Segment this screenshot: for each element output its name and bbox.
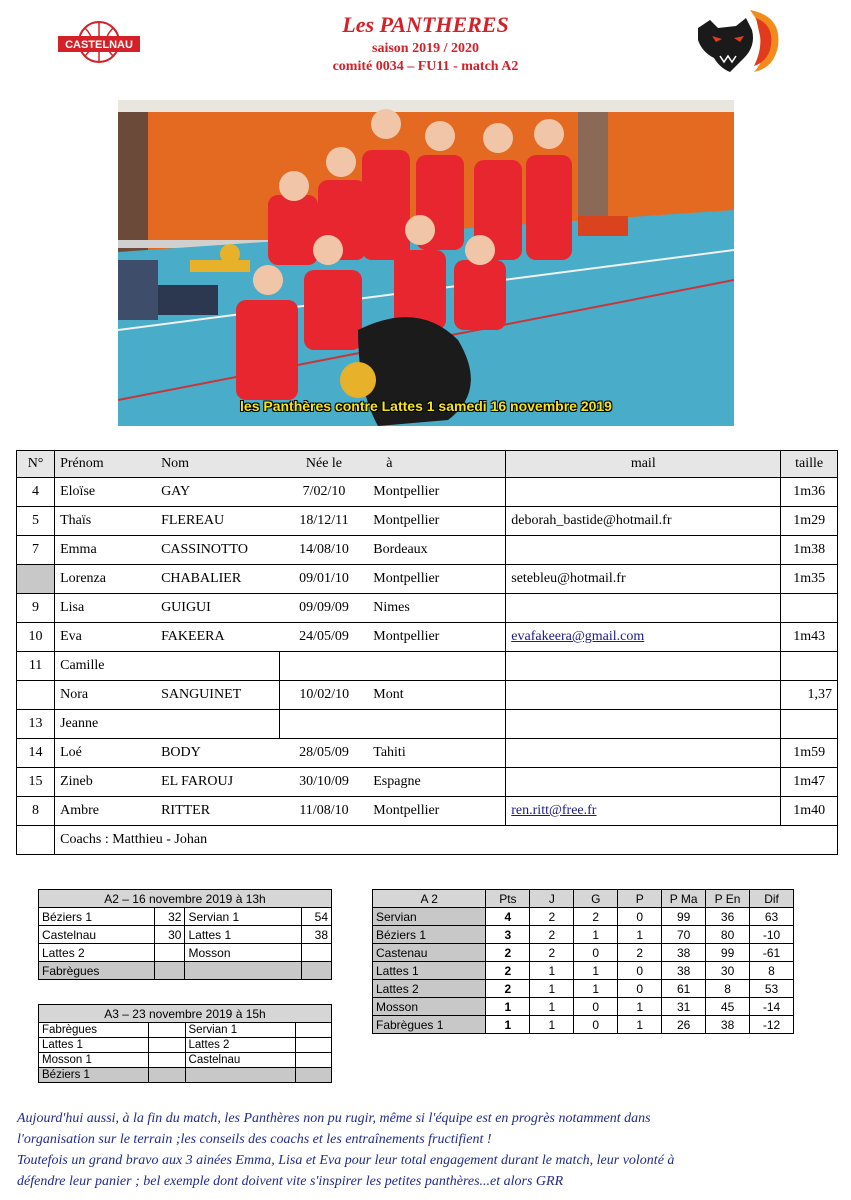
player-born-place [280,652,506,681]
commentary-line: Aujourd'hui aussi, à la fin du match, les Panthères non pu rugir, même si l'équipe est en progrès notamment dans [17,1111,651,1126]
player-place: Montpellier [368,478,506,507]
table-row [39,1053,332,1068]
team-points-for: 38 [662,944,706,962]
team-diff: -10 [750,926,794,944]
player-mail [506,536,781,565]
player-size [781,710,838,739]
team-played: 1 [530,998,574,1016]
coaches-label: Coachs : Matthieu - Johan [55,826,838,855]
player-number: 14 [17,739,55,768]
score-home [155,944,185,962]
team-diff: -12 [750,1016,794,1034]
player-size: 1m29 [781,507,838,536]
player-size: 1,37 [781,681,838,710]
player-firstname: Ambre [55,797,156,826]
team-name: Castenau [373,944,486,962]
player-size: 1m36 [781,478,838,507]
table-row [39,962,332,980]
player-place: Montpellier [368,623,506,652]
team-points-against: 99 [706,944,750,962]
team-home: Lattes 2 [39,944,155,962]
col-mail: mail [506,451,781,478]
player-place: Montpellier [368,565,506,594]
club-logo [56,18,142,70]
player-born: 18/12/11 [280,507,369,536]
score-away [301,944,331,962]
score-home [149,1068,185,1083]
team-home: Mosson 1 [39,1053,149,1068]
team-diff: -61 [750,944,794,962]
team-lost: 0 [618,980,662,998]
table-row [373,926,794,944]
team-played: 1 [530,980,574,998]
team-home: Fabrègues [39,962,155,980]
player-mail [506,681,781,710]
player-number: 5 [17,507,55,536]
col-firstname: Prénom [55,451,156,478]
score-home [149,1023,185,1038]
table-row [17,710,838,739]
match-info: comité 0034 – FU11 - match A2 [332,59,519,74]
table-row [17,594,838,623]
player-firstname: Thaïs [55,507,156,536]
score-away [295,1053,331,1068]
commentary-line: Toutefois un grand bravo aux 3 ainées Emma, Lisa et Eva pour leur total engagement durant le match, leur volonté à [17,1153,675,1168]
team-home: Fabrègues [39,1023,149,1038]
player-place: Montpellier [368,797,506,826]
team-won: 2 [574,908,618,926]
team-points-for: 99 [662,908,706,926]
team-won: 0 [574,944,618,962]
team-won: 0 [574,1016,618,1034]
player-firstname: Lisa [55,594,156,623]
table-row [39,1068,332,1083]
score-home [155,962,185,980]
a3-title: A3 – 23 novembre 2019 à 15h [39,1005,332,1023]
team-name: Béziers 1 [373,926,486,944]
team-away: Lattes 2 [185,1038,295,1053]
player-size: 1m38 [781,536,838,565]
player-mail [506,739,781,768]
score-home: 32 [155,908,185,926]
mail-link[interactable]: ren.ritt@free.fr [511,803,597,818]
table-row [17,768,838,797]
player-born: 09/01/10 [280,565,369,594]
team-points-against: 80 [706,926,750,944]
col-played: J [530,890,574,908]
score-away [295,1038,331,1053]
team-diff: -14 [750,998,794,1016]
col-lost: P [618,890,662,908]
player-lastname: RITTER [156,797,280,826]
panther-logo [690,6,788,78]
team-played: 2 [530,908,574,926]
player-firstname: Jeanne [55,710,280,739]
photo-caption: les Panthères contre Lattes 1 samedi 16 novembre 2019 [240,398,612,414]
table-row [373,980,794,998]
team-name: Servian [373,908,486,926]
col-points-for: P Ma [662,890,706,908]
team-points-for: 38 [662,962,706,980]
team-won: 0 [574,998,618,1016]
team-away [185,962,301,980]
player-firstname: Camille [55,652,280,681]
col-team: A 2 [373,890,486,908]
commentary-line: défendre leur panier ; bel exemple dont doivent vite s'inspirer les petites panthères...et alors GRR [17,1174,564,1189]
team-points-for: 26 [662,1016,706,1034]
table-row [17,565,838,594]
player-number: 10 [17,623,55,652]
team-pts: 2 [486,962,530,980]
col-pts: Pts [486,890,530,908]
match-commentary [17,1108,839,1192]
player-place: Montpellier [368,507,506,536]
team-played: 1 [530,962,574,980]
player-lastname: BODY [156,739,280,768]
player-firstname: Eloïse [55,478,156,507]
col-place: à [368,451,506,478]
col-won: G [574,890,618,908]
table-row [373,962,794,980]
player-firstname: Lorenza [55,565,156,594]
team-away: Castelnau [185,1053,295,1068]
team-points-against: 36 [706,908,750,926]
player-mail [506,768,781,797]
player-size [781,652,838,681]
player-place: Mont [368,681,506,710]
score-home: 30 [155,926,185,944]
team-lost: 1 [618,926,662,944]
team-lost: 2 [618,944,662,962]
player-place: Bordeaux [368,536,506,565]
team-won: 1 [574,926,618,944]
table-row [373,908,794,926]
player-born-place [280,710,506,739]
player-size: 1m59 [781,739,838,768]
player-born: 24/05/09 [280,623,369,652]
player-number: 9 [17,594,55,623]
team-pts: 4 [486,908,530,926]
team-pts: 3 [486,926,530,944]
team-diff: 8 [750,962,794,980]
player-firstname: Emma [55,536,156,565]
team-points-against: 8 [706,980,750,998]
commentary-line: l'organisation sur le terrain ;les conseils des coachs et les entraînements fructifient ! [17,1132,492,1147]
player-number: 8 [17,797,55,826]
team-photo [118,100,734,426]
team-home: Castelnau [39,926,155,944]
player-born: 28/05/09 [280,739,369,768]
team-away: Servian 1 [185,1023,295,1038]
player-number: 15 [17,768,55,797]
player-born: 11/08/10 [280,797,369,826]
player-lastname: GUIGUI [156,594,280,623]
coaches-spacer [17,826,55,855]
team-pts: 1 [486,998,530,1016]
player-number [17,681,55,710]
team-home: Lattes 1 [39,1038,149,1053]
team-lost: 1 [618,998,662,1016]
player-mail [506,710,781,739]
svg-text:CASTELNAU: CASTELNAU [65,39,133,51]
player-place: Espagne [368,768,506,797]
team-points-against: 45 [706,998,750,1016]
team-points-for: 61 [662,980,706,998]
team-home: Béziers 1 [39,908,155,926]
team-points-against: 30 [706,962,750,980]
table-row [17,797,838,826]
player-number: 7 [17,536,55,565]
team-away [185,1068,295,1083]
player-size: 1m35 [781,565,838,594]
standings-header-row [373,890,794,908]
table-row [17,507,838,536]
player-size: 1m43 [781,623,838,652]
col-diff: Dif [750,890,794,908]
col-number: N° [17,451,55,478]
team-name: Lattes 1 [373,962,486,980]
table-row [17,478,838,507]
player-place: Tahiti [368,739,506,768]
player-number: 4 [17,478,55,507]
table-row [39,1038,332,1053]
player-born: 10/02/10 [280,681,369,710]
season-label: saison 2019 / 2020 [372,41,479,56]
standings-table [372,889,794,1034]
table-row [39,944,332,962]
player-mail: deborah_bastide@hotmail.fr [506,507,781,536]
player-size: 1m40 [781,797,838,826]
roster-table [16,450,838,855]
team-name: Mosson [373,998,486,1016]
a3-schedule-table [38,1004,332,1083]
player-size [781,594,838,623]
roster-header-row [17,451,838,478]
team-away: Lattes 1 [185,926,301,944]
score-away [301,962,331,980]
a2-title: A2 – 16 novembre 2019 à 13h [39,890,332,908]
player-lastname: FLEREAU [156,507,280,536]
team-lost: 0 [618,908,662,926]
player-mail[interactable] [506,797,781,826]
player-born: 7/02/10 [280,478,369,507]
team-pts: 2 [486,980,530,998]
team-played: 2 [530,944,574,962]
team-points-for: 31 [662,998,706,1016]
coaches-row [17,826,838,855]
player-mail: setebleu@hotmail.fr [506,565,781,594]
team-points-for: 70 [662,926,706,944]
team-played: 1 [530,1016,574,1034]
table-row [39,908,332,926]
team-pts: 2 [486,944,530,962]
player-lastname: SANGUINET [156,681,280,710]
player-mail [506,594,781,623]
player-born: 30/10/09 [280,768,369,797]
team-lost: 0 [618,962,662,980]
col-born: Née le [280,451,369,478]
player-place: Nimes [368,594,506,623]
player-born: 14/08/10 [280,536,369,565]
player-lastname: CHABALIER [156,565,280,594]
score-home [149,1053,185,1068]
player-lastname: FAKEERA [156,623,280,652]
player-firstname: Nora [55,681,156,710]
col-lastname: Nom [156,451,280,478]
table-row [39,926,332,944]
team-lost: 1 [618,1016,662,1034]
player-firstname: Loé [55,739,156,768]
team-home: Béziers 1 [39,1068,149,1083]
player-firstname: Eva [55,623,156,652]
table-row [373,944,794,962]
team-name: Fabrègues 1 [373,1016,486,1034]
table-row [373,998,794,1016]
player-lastname: GAY [156,478,280,507]
team-diff: 53 [750,980,794,998]
score-away: 38 [301,926,331,944]
table-row [17,536,838,565]
team-away: Servian 1 [185,908,301,926]
page-title: Les PANTHERES [342,12,509,37]
team-away: Mosson [185,944,301,962]
player-number: 13 [17,710,55,739]
team-name: Lattes 2 [373,980,486,998]
table-row [17,681,838,710]
score-away [295,1023,331,1038]
col-points-against: P En [706,890,750,908]
table-row [39,1023,332,1038]
player-number [17,565,55,594]
player-mail [506,652,781,681]
table-row [17,739,838,768]
player-lastname: EL FAROUJ [156,768,280,797]
player-born: 09/09/09 [280,594,369,623]
player-mail[interactable] [506,623,781,652]
table-row [17,652,838,681]
player-lastname: CASSINOTTO [156,536,280,565]
score-home [149,1038,185,1053]
col-size: taille [781,451,838,478]
player-number: 11 [17,652,55,681]
player-mail [506,478,781,507]
mail-link[interactable]: evafakeera@gmail.com [511,629,645,644]
player-size: 1m47 [781,768,838,797]
player-firstname: Zineb [55,768,156,797]
team-won: 1 [574,962,618,980]
table-row [17,623,838,652]
team-played: 2 [530,926,574,944]
team-won: 1 [574,980,618,998]
team-diff: 63 [750,908,794,926]
score-away [295,1068,331,1083]
table-row [373,1016,794,1034]
score-away: 54 [301,908,331,926]
a2-results-table [38,889,332,980]
team-pts: 1 [486,1016,530,1034]
team-points-against: 38 [706,1016,750,1034]
